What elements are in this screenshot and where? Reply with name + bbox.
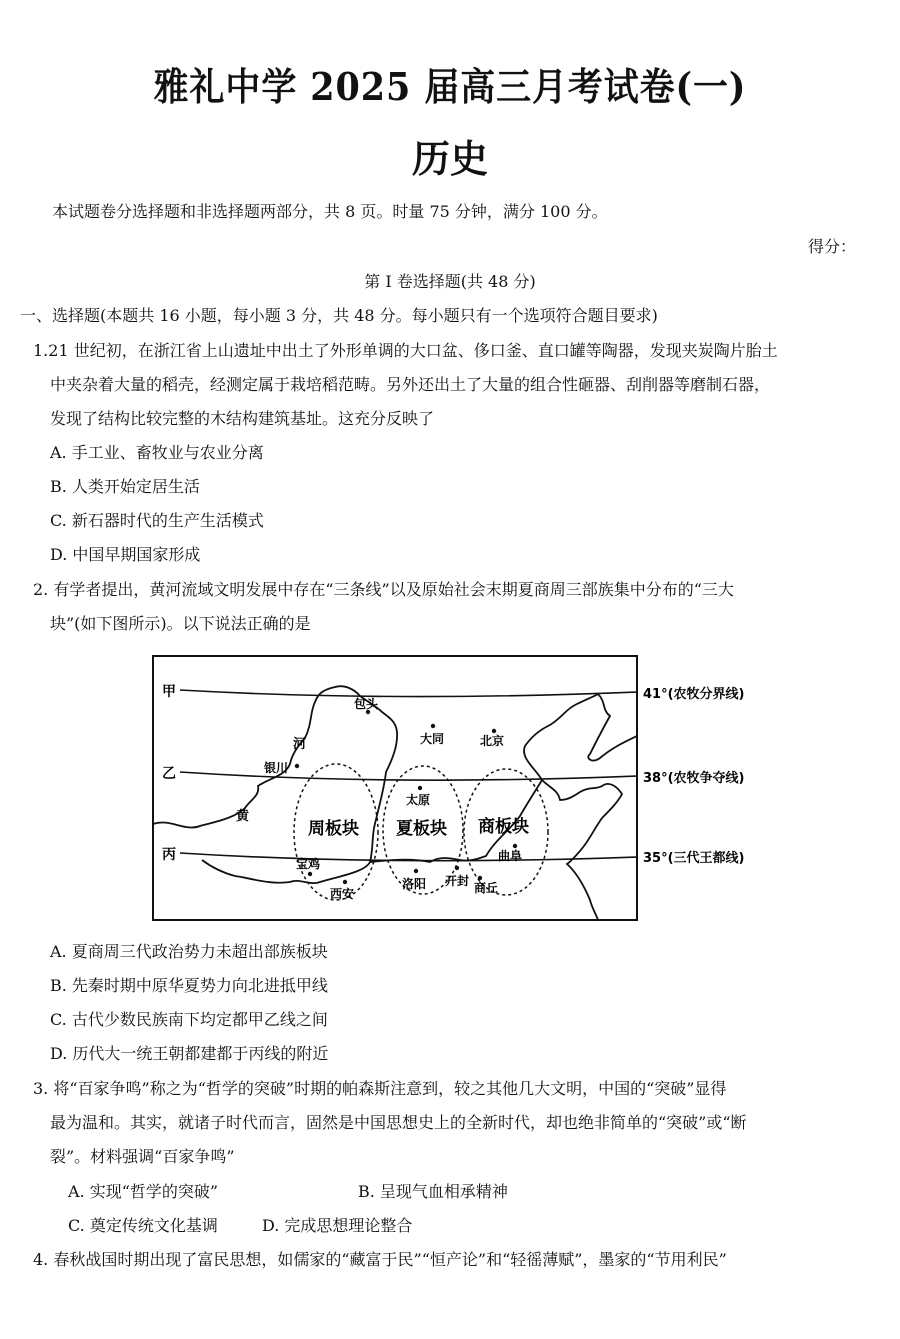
section-title: 第 I 卷选择题(共 48 分) <box>364 272 536 291</box>
line-jia <box>180 690 637 697</box>
question-text-line: 中夹杂着大量的稻壳，经测定属于栽培稻范畴。另外还出土了大量的组合性砸器、刮削器等磨制石器， <box>50 375 771 394</box>
river-label-huang: 黄 <box>236 809 250 824</box>
city-qufu <box>498 844 522 863</box>
city-kaifeng <box>445 866 469 888</box>
city-baoji <box>296 856 320 876</box>
svg-text:太原: 太原 <box>406 793 431 807</box>
svg-text:西安: 西安 <box>330 887 355 901</box>
city-baotou <box>354 696 379 714</box>
svg-text:曲阜: 曲阜 <box>498 849 523 863</box>
option-d[interactable]: D. 中国早期国家形成 <box>50 545 201 564</box>
option-a[interactable]: A. 实现“哲学的突破” <box>68 1182 219 1201</box>
svg-text:宝鸡: 宝鸡 <box>296 857 321 871</box>
river-label-he: 河 <box>293 737 307 752</box>
exam-title: 雅礼中学 2025 届高三月考试卷(一) <box>153 64 747 109</box>
question-text-line: 发现了结构比较完整的木结构建筑基址。这充分反映了 <box>50 409 435 428</box>
option-a[interactable]: A. 手工业、畜牧业与农业分离 <box>50 443 264 462</box>
line-yi <box>180 772 637 780</box>
city-beijing <box>480 729 504 748</box>
line-note-38: 38°(农牧争夺线) <box>643 771 745 786</box>
svg-text:商丘: 商丘 <box>474 881 499 895</box>
map-frame <box>153 656 637 920</box>
option-b[interactable]: B. 人类开始定居生活 <box>50 477 200 496</box>
question-text-line: 裂”。材料强调“百家争鸣” <box>50 1147 235 1166</box>
question-text-line: 块”(如下图所示)。以下说法正确的是 <box>50 614 311 633</box>
line-note-41: 41°(农牧分界线) <box>643 687 745 702</box>
option-c[interactable]: C. 奠定传统文化基调 <box>68 1216 218 1235</box>
line-label-yi: 乙 <box>162 766 176 782</box>
question-text-line: 1.21 世纪初，在浙江省上山遗址中出土了外形单调的大口盆、侈口釜、直口罐等陶器，发现夹炭陶片胎土 <box>33 341 778 360</box>
city-taiyuan <box>406 786 430 807</box>
city-shangqiu <box>474 876 498 895</box>
exam-intro: 本试题卷分选择题和非选择题两部分，共 8 页。时量 75 分钟，满分 100 分。 <box>52 202 608 221</box>
svg-text:开封: 开封 <box>445 874 470 888</box>
block-label-shang: 商板块 <box>478 817 529 837</box>
svg-text:包头: 包头 <box>354 697 379 711</box>
option-b[interactable]: B. 先秦时期中原华夏势力向北进抵甲线 <box>50 976 328 995</box>
option-d[interactable]: D. 历代大一统王朝都建都于丙线的附近 <box>50 1044 329 1063</box>
part-heading: 一、选择题(本题共 16 小题，每小题 3 分，共 48 分。每小题只有一个选项符合题目要求) <box>20 306 658 325</box>
coastline <box>524 694 637 920</box>
yellow-river-map <box>140 650 800 926</box>
subject-title: 历史 <box>411 136 488 181</box>
svg-text:北京: 北京 <box>480 734 505 748</box>
svg-text:洛阳: 洛阳 <box>402 877 427 891</box>
question-text-line: 4. 春秋战国时期出现了富民思想，如儒家的“藏富于民”“恒产论”和“轻徭薄赋”，墨家的“节用利民” <box>33 1250 727 1269</box>
question-text-line: 3. 将“百家争鸣”称之为“哲学的突破”时期的帕森斯注意到，较之其他几大文明，中国的“突破”显得 <box>33 1079 727 1098</box>
line-note-35: 35°(三代王都线) <box>643 851 745 866</box>
option-d[interactable]: D. 完成思想理论整合 <box>262 1216 413 1235</box>
city-xian <box>330 880 354 901</box>
question-text-line: 最为温和。其实，就诸子时代而言，固然是中国思想史上的全新时代，却也绝非简单的“突破”或“断 <box>50 1113 747 1132</box>
block-label-zhou: 周板块 <box>308 819 359 839</box>
svg-text:大同: 大同 <box>420 732 445 746</box>
question-text-line: 2. 有学者提出，黄河流域文明发展中存在“三条线”以及原始社会末期夏商周三部族集中分布的“三大 <box>33 580 734 599</box>
line-label-jia: 甲 <box>162 684 176 700</box>
option-b[interactable]: B. 呈现气血相承精神 <box>358 1182 508 1201</box>
city-luoyang <box>402 869 426 891</box>
score-label: 得分： <box>808 237 857 256</box>
block-label-xia: 夏板块 <box>396 819 447 839</box>
svg-text:银川: 银川 <box>264 761 289 775</box>
city-datong <box>420 724 444 746</box>
line-label-bing: 丙 <box>162 847 176 863</box>
option-a[interactable]: A. 夏商周三代政治势力未超出部族板块 <box>50 942 328 961</box>
option-c[interactable]: C. 古代少数民族南下均定都甲乙线之间 <box>50 1010 328 1029</box>
option-c[interactable]: C. 新石器时代的生产生活模式 <box>50 511 264 530</box>
city-yinchuan <box>264 760 299 775</box>
